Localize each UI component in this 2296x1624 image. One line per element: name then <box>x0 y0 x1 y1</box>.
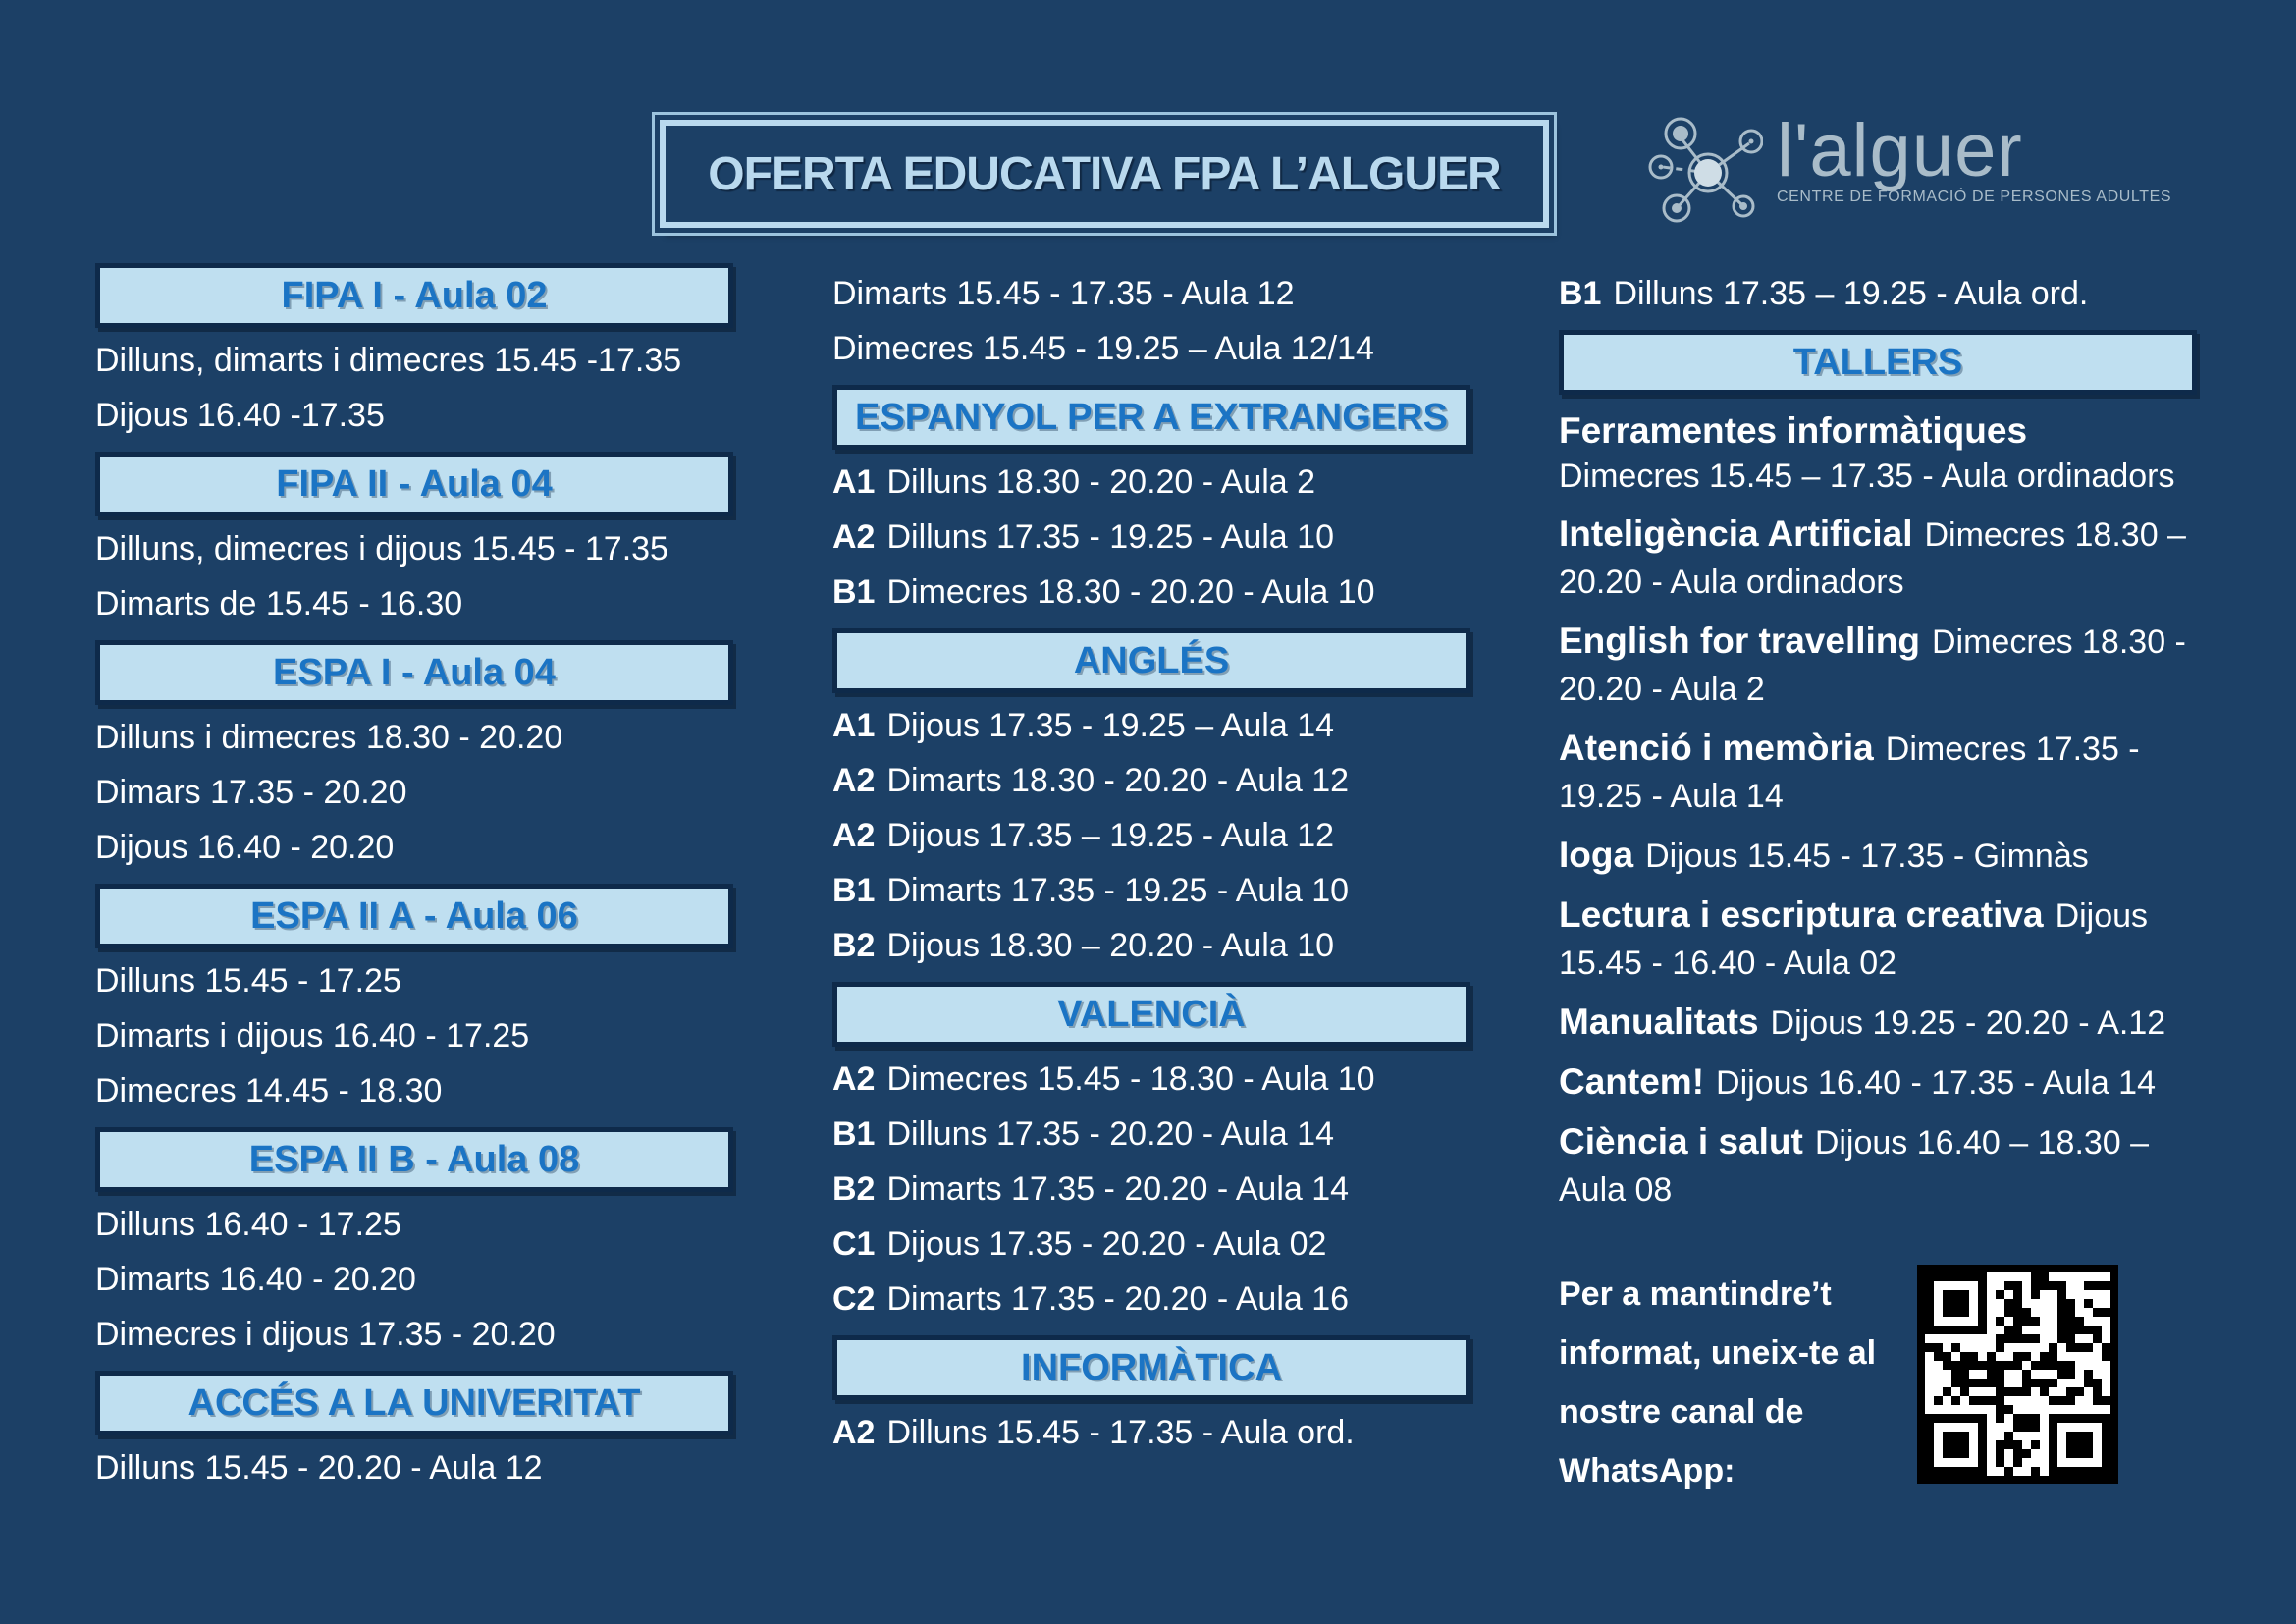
level-label: A2 <box>832 762 876 799</box>
level-label: A1 <box>832 707 876 744</box>
workshop-name: Inteligència Artificial <box>1559 514 1913 554</box>
section-header <box>832 1335 1470 1400</box>
schedule-line: Dimarts 16.40 - 20.20 <box>95 1261 416 1298</box>
workshop-schedule: Dijous 16.40 - 17.35 - Aula 14 <box>1716 1064 2156 1102</box>
poster-title: OFERTA EDUCATIVA FPA L’ALGUER <box>708 147 1501 200</box>
workshop-name: Atenció i memòria <box>1559 728 1874 768</box>
schedule-line: A2 Dijous 17.35 – 19.25 - Aula 12 <box>832 817 1335 854</box>
section-angles <box>832 628 1480 965</box>
level-label: B2 <box>832 1170 876 1208</box>
section-espa-2b <box>95 1127 743 1354</box>
level-label: B1 <box>832 872 876 909</box>
section-title: ANGLÉS <box>1073 639 1230 681</box>
schedule-line: B1 Dimarts 17.35 - 19.25 - Aula 10 <box>832 872 1350 909</box>
schedule-line: A1 Dijous 17.35 - 19.25 – Aula 14 <box>832 707 1335 744</box>
workshop-schedule: Dimecres 18.30 – 20.20 - Aula ordinadors <box>1559 516 2186 601</box>
schedule-line: Dimecres 14.45 - 18.30 <box>95 1072 443 1110</box>
level-label: A2 <box>832 1060 876 1098</box>
workshop-line <box>1559 408 2212 499</box>
workshop-schedule: Dijous 15.45 - 16.40 - Aula 02 <box>1559 897 2149 982</box>
section-header <box>95 1371 733 1435</box>
section-espa-1 <box>95 640 743 867</box>
workshop-name: Ferramentes informàtiques <box>1559 410 2028 451</box>
section-header <box>95 263 733 328</box>
schedule-line: Dilluns, dimecres i dijous 15.45 - 17.35 <box>95 530 668 568</box>
section-header <box>95 1127 733 1192</box>
level-label: B2 <box>832 927 876 964</box>
section-espa-2a <box>95 884 743 1110</box>
section-acces-universitat <box>95 1371 743 1488</box>
schedule-line: Dilluns 16.40 - 17.25 <box>95 1206 401 1243</box>
level-label: A2 <box>832 1414 876 1451</box>
workshop-line <box>1559 1118 2212 1214</box>
schedule-line: Dimars 17.35 - 20.20 <box>95 774 407 811</box>
section-fipa-1 <box>95 263 743 435</box>
schedule-line: A2 Dimecres 15.45 - 18.30 - Aula 10 <box>832 1060 1375 1098</box>
workshop-line <box>1559 618 2212 713</box>
schedule-line: C2 Dimarts 17.35 - 20.20 - Aula 16 <box>832 1280 1350 1318</box>
workshop-name: Manualitats <box>1559 1001 1759 1042</box>
middle-column <box>832 275 1480 1469</box>
workshop-name: Cantem! <box>1559 1061 1705 1102</box>
schedule-line: Dimecres i dijous 17.35 - 20.20 <box>95 1316 556 1353</box>
level-label: B1 <box>832 1115 876 1153</box>
workshop-schedule: Dimecres 18.30 - 20.20 - Aula 2 <box>1559 623 2186 708</box>
schedule-line: Dijous 16.40 -17.35 <box>95 397 385 434</box>
section-header <box>832 982 1470 1047</box>
level-label: B1 <box>1559 275 1602 312</box>
section-header <box>95 884 733 948</box>
poster-title-box <box>660 120 1549 228</box>
schedule-line: Dimecres 15.45 - 19.25 – Aula 12/14 <box>832 330 1374 367</box>
section-valencia <box>832 982 1480 1319</box>
section-title: TALLERS <box>1792 341 1963 383</box>
section-title: ESPA II B - Aula 08 <box>248 1138 580 1180</box>
level-label: B1 <box>832 573 876 611</box>
workshop-schedule: Dimecres 17.35 - 19.25 - Aula 14 <box>1559 731 2140 815</box>
workshop-schedule: Dijous 19.25 - 20.20 - A.12 <box>1770 1004 2166 1042</box>
section-header <box>95 452 733 516</box>
schedule-line: Dimarts 15.45 - 17.35 - Aula 12 <box>832 275 1295 312</box>
schedule-line: B2 Dimarts 17.35 - 20.20 - Aula 14 <box>832 1170 1350 1208</box>
section-title: ESPA I - Aula 04 <box>273 651 556 693</box>
workshop-line <box>1559 999 2212 1047</box>
workshop-line <box>1559 725 2212 820</box>
qr-code <box>1917 1265 2118 1484</box>
molecule-network-icon <box>1647 116 1763 231</box>
section-title: FIPA I - Aula 02 <box>281 274 548 316</box>
level-label: A1 <box>832 463 876 501</box>
schedule-line: Dilluns 15.45 - 20.20 - Aula 12 <box>95 1449 543 1487</box>
schedule-line: Dimarts i dijous 16.40 - 17.25 <box>95 1017 530 1055</box>
level-label: A2 <box>832 817 876 854</box>
section-title: ACCÉS A LA UNIVERITAT <box>187 1381 641 1424</box>
logo-subtitle: CENTRE DE FORMACIÓ DE PERSONES ADULTES <box>1777 189 2172 205</box>
schedule-line: A2 Dimarts 18.30 - 20.20 - Aula 12 <box>832 762 1350 799</box>
schedule-line: B2 Dijous 18.30 – 20.20 - Aula 10 <box>832 927 1335 964</box>
section-title: FIPA II - Aula 04 <box>276 462 553 505</box>
level-label: C1 <box>832 1225 876 1263</box>
workshop-name: Ciència i salut <box>1559 1121 1803 1162</box>
workshop-line <box>1559 892 2212 987</box>
schedule-line: Dijous 16.40 - 20.20 <box>95 829 395 866</box>
section-header <box>95 640 733 705</box>
section-header <box>1559 330 2197 395</box>
schedule-line: A2 Dilluns 17.35 - 19.25 - Aula 10 <box>832 518 1334 556</box>
section-title: ESPA II A - Aula 06 <box>250 894 578 937</box>
schedule-line: B1 Dimecres 18.30 - 20.20 - Aula 10 <box>832 573 1375 611</box>
workshop-schedule: Dijous 15.45 - 17.35 - Gimnàs <box>1645 838 2089 875</box>
workshop-line <box>1559 832 2212 880</box>
section-title: INFORMÀTICA <box>1021 1346 1282 1388</box>
whatsapp-note: Per a mantindre’t informat, uneix-te al nostre canal de WhatsApp: <box>1559 1275 1877 1489</box>
level-label: C2 <box>832 1280 876 1318</box>
section-header <box>832 385 1470 450</box>
workshop-name: Ioga <box>1559 835 1634 875</box>
section-header <box>832 628 1470 693</box>
logo-name: l'alguer <box>1777 109 2023 192</box>
level-label: A2 <box>832 518 876 556</box>
schedule-line: Dilluns, dimarts i dimecres 15.45 -17.35 <box>95 342 682 379</box>
logo <box>1647 109 2172 231</box>
section-informatica <box>832 1335 1480 1452</box>
workshop-name: Lectura i escriptura creativa <box>1559 894 2044 935</box>
schedule-line: C1 Dijous 17.35 - 20.20 - Aula 02 <box>832 1225 1327 1263</box>
schedule-line: Dimarts de 15.45 - 16.30 <box>95 585 463 623</box>
schedule-line: B1 Dilluns 17.35 – 19.25 - Aula ord. <box>1559 275 2089 312</box>
section-title: VALENCIÀ <box>1057 993 1246 1035</box>
schedule-line: B1 Dilluns 17.35 - 20.20 - Aula 14 <box>832 1115 1334 1153</box>
section-fipa-2 <box>95 452 743 623</box>
schedule-line: Dilluns i dimecres 18.30 - 20.20 <box>95 719 563 756</box>
workshop-line <box>1559 1058 2212 1107</box>
schedule-line: A1 Dilluns 18.30 - 20.20 - Aula 2 <box>832 463 1316 501</box>
section-espanyol <box>832 385 1480 612</box>
workshop-schedule: Dimecres 15.45 – 17.35 - Aula ordinadors <box>1559 458 2175 495</box>
workshop-schedule: Dijous 16.40 – 18.30 – Aula 08 <box>1559 1124 2150 1209</box>
workshop-line <box>1559 511 2212 606</box>
schedule-line: A2 Dilluns 15.45 - 17.35 - Aula ord. <box>832 1414 1355 1451</box>
section-title: ESPANYOL PER A EXTRANGERS <box>855 396 1448 438</box>
workshop-name: English for travelling <box>1559 621 1920 661</box>
schedule-line: Dilluns 15.45 - 17.25 <box>95 962 401 1000</box>
left-column <box>95 263 743 1504</box>
